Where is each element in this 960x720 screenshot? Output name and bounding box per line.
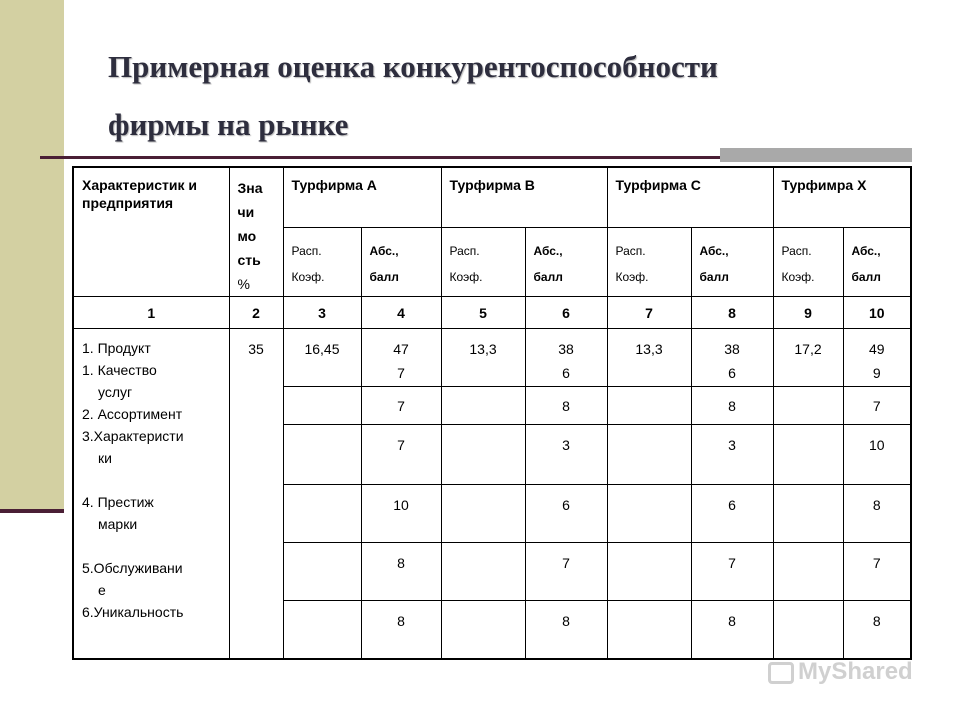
firm-a-score: 10 [361, 485, 441, 543]
column-number: 1 [73, 297, 229, 329]
firm-b-score: 6 [525, 485, 607, 543]
firm-c-abs: 38 6 [691, 329, 773, 387]
firm-a-coef: 16,45 [283, 329, 361, 387]
sub-abs-ball: Абс., балл [525, 228, 607, 297]
firm-a-score: 8 [361, 601, 441, 659]
firm-x-abs: 49 9 [843, 329, 911, 387]
sub-rasp-coef: Расп. Коэф. [773, 228, 843, 297]
column-number: 8 [691, 297, 773, 329]
firm-x-score: 7 [843, 387, 911, 425]
column-number: 6 [525, 297, 607, 329]
title-line-1: Примерная оценка конкурентоспособности [108, 49, 718, 84]
significance-value: 35 [229, 329, 283, 659]
sub-rasp-coef: Расп. Коэф. [607, 228, 691, 297]
list-item: 1. Продукт [82, 340, 151, 356]
title-underline [40, 156, 720, 159]
column-number: 2 [229, 297, 283, 329]
sub-rasp-coef: Расп. Коэф. [283, 228, 361, 297]
sub-abs-ball: Абс., балл [691, 228, 773, 297]
list-item: 5.Обслуживани [82, 560, 183, 576]
list-item: 6.Уникальность [82, 604, 184, 620]
slide-title [108, 38, 908, 154]
header-firm-x: Турфимра Х [773, 167, 911, 228]
firm-b-coef: 13,3 [441, 329, 525, 387]
column-number: 9 [773, 297, 843, 329]
characteristics-list [73, 329, 229, 659]
firm-x-score: 8 [843, 485, 911, 543]
column-number: 4 [361, 297, 441, 329]
column-number: 10 [843, 297, 911, 329]
firm-c-score: 6 [691, 485, 773, 543]
header-significance: Зна чи мо сть % [229, 167, 283, 297]
list-item-continuation: услуг [98, 384, 133, 400]
list-item: 3.Характеристи [82, 428, 184, 444]
firm-c-score: 7 [691, 543, 773, 601]
header-firm-b: Турфирма В [441, 167, 607, 228]
column-number: 7 [607, 297, 691, 329]
sidebar-accent-line [0, 509, 64, 513]
firm-a-score: 7 [361, 387, 441, 425]
firm-a-abs: 47 7 [361, 329, 441, 387]
sub-abs-ball: Абс., балл [361, 228, 441, 297]
firm-a-score: 7 [361, 425, 441, 485]
list-item-continuation: е [98, 582, 106, 598]
firm-b-score: 8 [525, 387, 607, 425]
firm-b-score: 8 [525, 601, 607, 659]
firm-c-coef: 13,3 [607, 329, 691, 387]
list-item-continuation: ки [98, 450, 112, 466]
column-number: 3 [283, 297, 361, 329]
header-characteristics: Характеристик и предприятия [73, 167, 229, 297]
firm-c-score: 3 [691, 425, 773, 485]
list-item: 2. Ассортимент [82, 406, 183, 422]
firm-b-score: 7 [525, 543, 607, 601]
list-item: 4. Престиж [82, 494, 154, 510]
firm-b-score: 3 [525, 425, 607, 485]
firm-c-score: 8 [691, 387, 773, 425]
header-firm-c: Турфирма С [607, 167, 773, 228]
firm-x-score: 10 [843, 425, 911, 485]
column-number: 5 [441, 297, 525, 329]
firm-x-score: 8 [843, 601, 911, 659]
list-item-continuation: марки [98, 516, 138, 532]
presentation-icon [768, 662, 794, 684]
sub-abs-ball: Абс., балл [843, 228, 911, 297]
title-line-2: фирмы на рынке [108, 107, 349, 142]
firm-a-score: 8 [361, 543, 441, 601]
competitiveness-table [72, 166, 912, 660]
watermark: MyShared [768, 658, 913, 686]
firm-b-abs: 38 6 [525, 329, 607, 387]
firm-c-score: 8 [691, 601, 773, 659]
sub-rasp-coef: Расп. Коэф. [441, 228, 525, 297]
firm-x-coef: 17,2 [773, 329, 843, 387]
header-firm-a: Турфирма А [283, 167, 441, 228]
firm-x-score: 7 [843, 543, 911, 601]
list-item: 1. Качество [82, 362, 157, 378]
decorative-sidebar [0, 0, 64, 510]
